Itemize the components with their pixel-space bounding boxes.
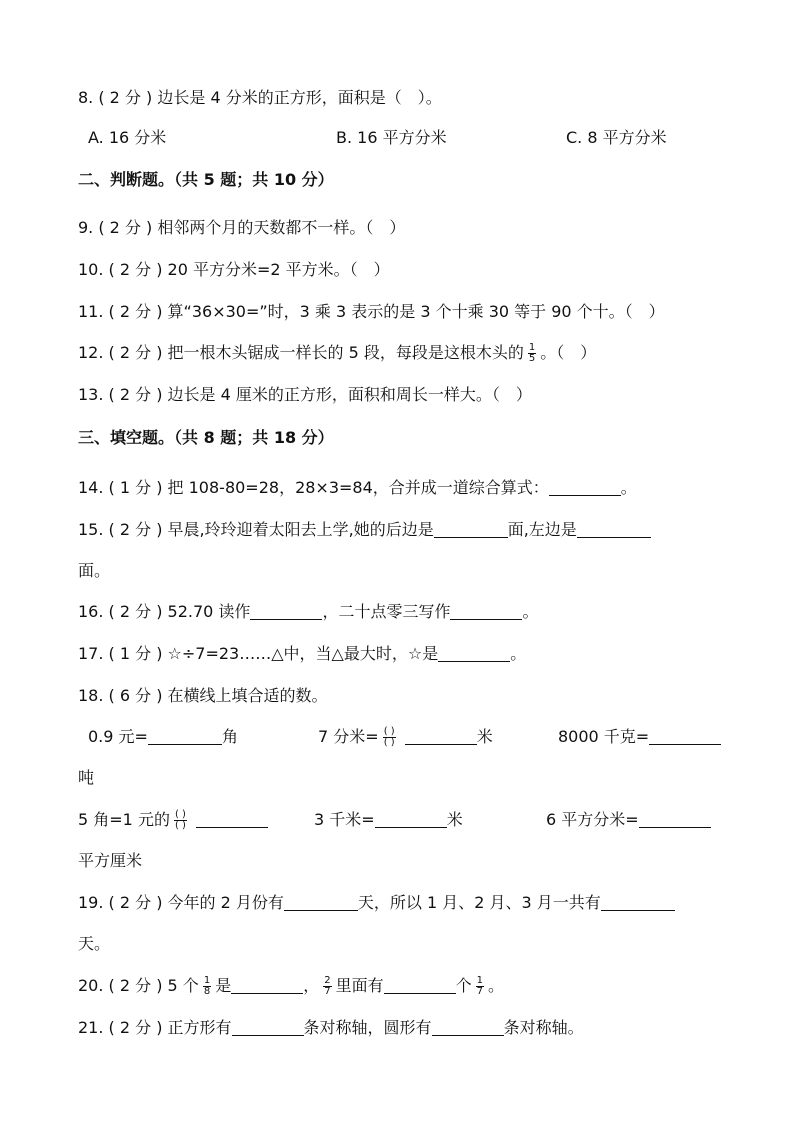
q18-item-e-text: 3 千米=	[314, 810, 375, 829]
fraction	[323, 976, 331, 997]
answer-blank[interactable]	[284, 894, 358, 911]
fraction-numerator: 1	[476, 975, 483, 986]
question-18: 18. ( 6 分 ) 在横线上填合适的数。	[78, 686, 328, 705]
question-20-end: 。	[488, 976, 505, 995]
question-12-text: 12. ( 2 分 ) 把一根木头锯成一样长的 5 段，每段是这根木头的	[78, 343, 524, 362]
answer-blank[interactable]	[250, 603, 322, 620]
answer-blank[interactable]	[649, 728, 721, 745]
question-16-text: 16. ( 2 分 ) 52.70 读作	[78, 602, 251, 621]
fraction-numerator: ( )	[383, 726, 395, 737]
answer-blank[interactable]	[375, 811, 447, 828]
option-c: C. 8 平方分米	[566, 128, 667, 147]
q18-item-a-text: 0.9 元=	[88, 727, 148, 746]
question-15-continued: 面。	[78, 561, 111, 580]
fraction	[476, 976, 484, 997]
question-12	[78, 343, 596, 364]
question-21-end: 条对称轴。	[503, 1018, 584, 1037]
question-20-separator: ，	[303, 976, 320, 995]
question-17-text: 17. ( 1 分 ) ☆÷7=23……△中，当△最大时，☆是	[78, 644, 439, 663]
question-16-end: 。	[522, 602, 539, 621]
question-15-mid: 面,左边是	[507, 520, 577, 539]
question-20-word: 里面有	[335, 976, 384, 995]
answer-blank[interactable]	[432, 1019, 504, 1036]
question-19-text: 19. ( 2 分 ) 今年的 2 月份有	[78, 893, 284, 912]
q18-item-f-unit: 平方厘米	[78, 851, 143, 870]
answer-blank[interactable]	[601, 894, 675, 911]
fraction	[528, 343, 536, 364]
question-19	[78, 893, 675, 913]
fraction	[174, 810, 187, 831]
q18-item-e-unit: 米	[446, 810, 463, 829]
question-20	[78, 976, 504, 997]
q18-item-c-unit: 吨	[78, 768, 95, 787]
answer-blank[interactable]	[405, 728, 477, 745]
answer-blank[interactable]	[384, 977, 456, 994]
fraction-denominator: 5	[528, 353, 536, 364]
question-9: 9. ( 2 分 ) 相邻两个月的天数都不一样。（ ）	[78, 218, 406, 237]
question-19-mid: 天，所以 1 月、2 月、3 月一共有	[357, 893, 601, 912]
answer-blank[interactable]	[549, 479, 621, 496]
question-21-mid: 条对称轴，圆形有	[303, 1018, 432, 1037]
answer-blank[interactable]	[232, 1019, 304, 1036]
option-a: A. 16 分米	[88, 128, 167, 147]
q18-item-e	[314, 810, 463, 830]
question-15-text: 15. ( 2 分 ) 早晨,玲玲迎着太阳去上学,她的后边是	[78, 520, 434, 539]
question-14-text: 14. ( 1 分 ) 把 108-80=28，28×3=84，合并成一道综合算式：	[78, 478, 549, 497]
q18-item-c-text: 8000 千克=	[558, 727, 650, 746]
question-20-word: 是	[215, 976, 232, 995]
question-11: 11. ( 2 分 ) 算“36×30=”时，3 乘 3 表示的是 3 个十乘 30 等于 90 个十。（ ）	[78, 302, 665, 321]
answer-blank[interactable]	[434, 521, 508, 538]
q18-item-a-unit: 角	[221, 727, 238, 746]
question-16-mid: ，二十点零三写作	[322, 602, 451, 621]
answer-blank[interactable]	[196, 811, 268, 828]
question-20-word: 个	[455, 976, 472, 995]
fraction-denominator: 7	[476, 986, 483, 997]
fraction-numerator: ( )	[174, 809, 186, 820]
fraction-numerator: 2	[324, 975, 331, 986]
q18-item-b-text: 7 分米=	[318, 727, 379, 746]
question-17-end: 。	[510, 644, 527, 663]
question-16	[78, 602, 538, 622]
q18-item-b	[318, 727, 493, 748]
question-13: 13. ( 2 分 ) 边长是 4 厘米的正方形，面积和周长一样大。（ ）	[78, 385, 532, 404]
question-17	[78, 644, 526, 664]
fraction	[383, 727, 396, 748]
q18-item-f-text: 6 平方分米=	[546, 810, 639, 829]
q18-item-d	[78, 810, 268, 831]
question-21-text: 21. ( 2 分 ) 正方形有	[78, 1018, 232, 1037]
fraction-denominator: 7	[324, 986, 331, 997]
fraction-numerator: 1	[528, 342, 536, 353]
question-14-end: 。	[620, 478, 637, 497]
answer-blank[interactable]	[639, 811, 711, 828]
question-15	[78, 520, 651, 540]
question-12-end: 。（ ）	[540, 343, 597, 362]
q18-item-b-unit: 米	[476, 727, 493, 746]
q18-item-c	[558, 727, 721, 747]
fraction-denominator: ( )	[174, 820, 186, 831]
fraction-denominator: ( )	[383, 737, 395, 748]
answer-blank[interactable]	[231, 977, 303, 994]
answer-blank[interactable]	[148, 728, 222, 745]
question-10: 10. ( 2 分 ) 20 平方分米=2 平方米。（ ）	[78, 260, 390, 279]
section-3-title: 三、填空题。（共 8 题；共 18 分）	[78, 428, 334, 447]
question-14	[78, 478, 637, 498]
section-2-title: 二、判断题。（共 5 题；共 10 分）	[78, 170, 334, 189]
option-b: B. 16 平方分米	[336, 128, 447, 147]
answer-blank[interactable]	[438, 645, 510, 662]
question-19-continued: 天。	[78, 934, 111, 953]
fraction-denominator: 8	[203, 986, 211, 997]
question-21	[78, 1018, 584, 1038]
q18-item-a	[88, 727, 238, 747]
question-8-text: 8. ( 2 分 ) 边长是 4 分米的正方形，面积是（ ）。	[78, 88, 442, 107]
answer-blank[interactable]	[450, 603, 522, 620]
answer-blank[interactable]	[577, 521, 651, 538]
fraction-numerator: 1	[203, 975, 211, 986]
q18-item-d-text: 5 角=1 元的	[78, 810, 170, 829]
question-8	[78, 88, 442, 108]
fraction	[203, 976, 211, 997]
question-20-text: 20. ( 2 分 ) 5 个	[78, 976, 199, 995]
q18-item-f	[546, 810, 711, 830]
